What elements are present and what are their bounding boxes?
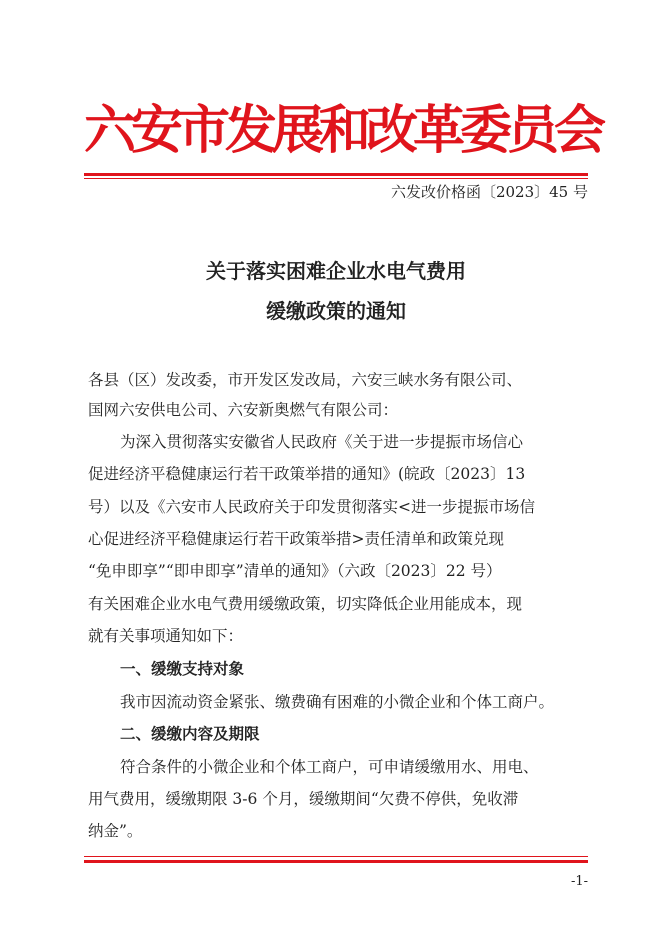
intro-line: 号）以及《六安市人民政府关于印发贯彻落实<进一步提振市场信: [88, 498, 535, 516]
header-rule-thin: [84, 178, 588, 179]
intro-line: 为深入贯彻落实安徽省人民政府《关于进一步提振市场信心: [120, 433, 524, 451]
section1-heading: 一、缓缴支持对象: [120, 660, 245, 678]
section1-text: 我市因流动资金紧张、缴费确有困难的小微企业和个体工商户。: [120, 693, 555, 711]
section2-line: 符合条件的小微企业和个体工商户，可申请缓缴用水、用电、: [120, 758, 539, 776]
intro-line: 有关困难企业水电气费用缓缴政策，切实降低企业用能成本，现: [88, 595, 523, 613]
section2-line: 用气费用，缓缴期限 3-6 个月，缓缴期间“欠费不停供，免收滞: [88, 790, 519, 808]
recipients-line2: 国网六安供电公司、六安新奥燃气有限公司：: [88, 401, 399, 419]
document-title-line1: 关于落实困难企业水电气费用: [206, 259, 466, 283]
footer-rule-thick: [84, 860, 588, 863]
intro-line: 心促进经济平稳健康运行若干政策举措>责任清单和政策兑现: [88, 530, 504, 548]
section2-heading: 二、缓缴内容及期限: [120, 725, 260, 743]
document-title-line2: 缓缴政策的通知: [266, 299, 406, 323]
intro-line: “免申即享”“即申即享”清单的通知》（六政〔2023〕22 号）: [88, 562, 502, 580]
recipients-line1: 各县（区）发改委，市开发区发改局，六安三峡水务有限公司、: [88, 371, 523, 389]
intro-line: 促进经济平稳健康运行若干政策举措的通知》(皖政〔2023〕13: [88, 465, 526, 483]
footer-rule-thin: [84, 856, 588, 857]
document-number: 六发改价格函〔2023〕45 号: [390, 183, 588, 201]
issuer-title: 六安市发展和改革委员会: [84, 100, 602, 161]
header-rule-thick: [84, 173, 588, 176]
section2-line: 纳金”。: [88, 822, 143, 840]
intro-line: 就有关事项通知如下：: [88, 627, 244, 645]
page-number: -1-: [570, 874, 588, 889]
